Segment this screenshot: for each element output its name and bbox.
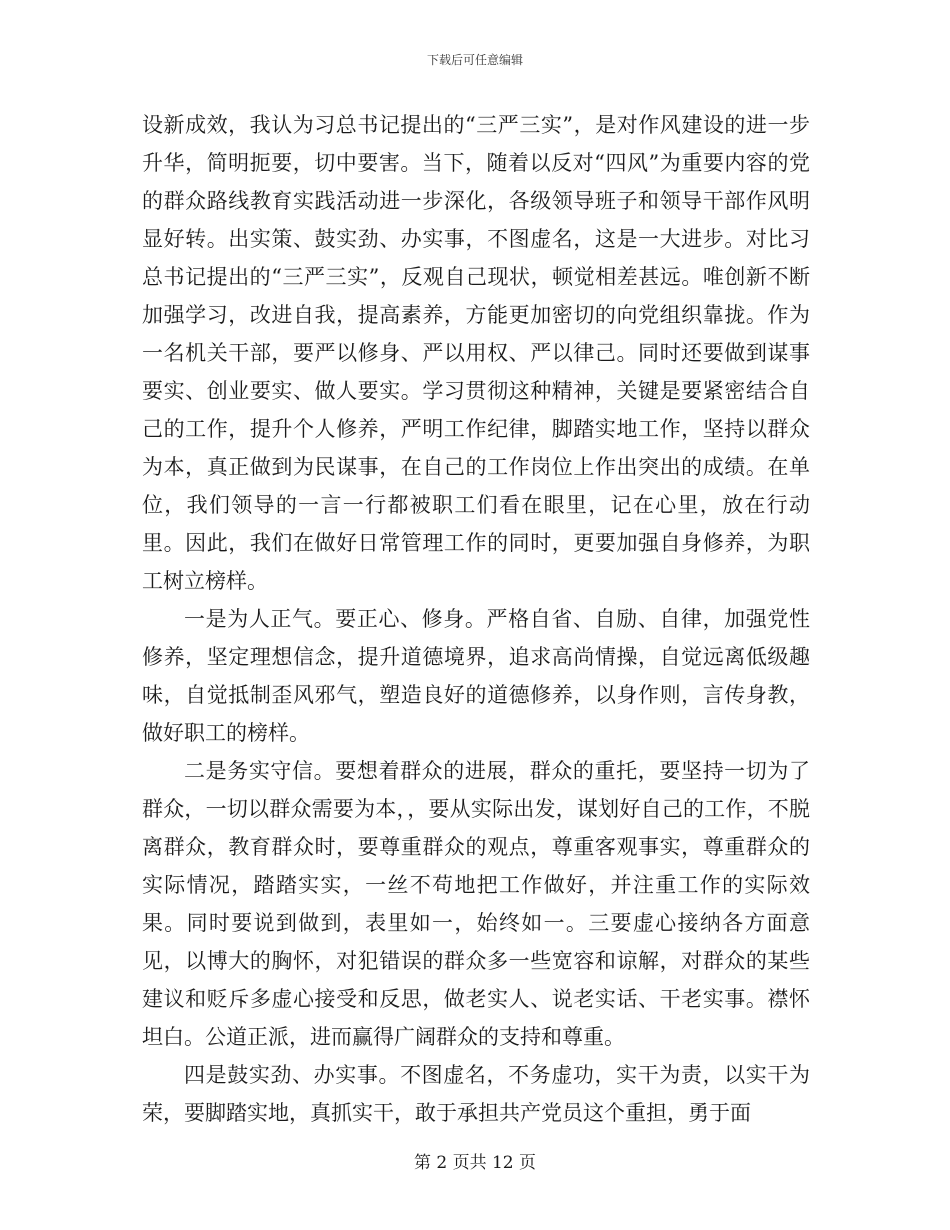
document-body — [142, 106, 810, 1132]
page-footer — [0, 1152, 950, 1174]
paragraph-continued: 设新成效，我认为习总书记提出的“三严三实”，是对作风建设的进一步升华，简明扼要，切中要害。当下，随着以反对“四风”为重要内容的党的群众路线教育实践活动进一步深化，各级领导班子和领导干部作风明显好转。出实策、鼓实劲、办实事，不图虚名，这是一大进步。对比习总书记提出的“三严三实”，反观自己现状，顿觉相差甚远。唯创新不断加强学习，改进自我，提高素养，方能更加密切的向党组织靠拢。作为一名机关干部，要严以修身、严以用权、严以律己。同时还要做到谋事要实、创业要实、做人要实。学习贯彻这种精神，关键是要紧密结合自己的工作，提升个人修养，严明工作纪律，脚踏实地工作，坚持以群众为本，真正做到为民谋事，在自己的工作岗位上作出突出的成绩。在单位，我们领导的一言一行都被职工们看在眼里，记在心里，放在行动里。因此，我们在做好日常管理工作的同时，更要加强自身修养，为职工树立榜样。 — [142, 113, 810, 593]
paragraph-item-four: 四是鼓实劲、办实事。不图虚名，不务虚功，实干为责，以实干为荣，要脚踏实地，真抓实干，敢于承担共产党员这个重担，勇于面 — [142, 1063, 810, 1125]
paragraph-item-two: 二是务实守信。要想着群众的进展，群众的重托，要坚持一切为了群众，一切以群众需要为本，，要从实际出发，谋划好自己的工作，不脱离群众，教育群众时，要尊重群众的观点，尊重客观事实，尊重群众的实际情况，踏踏实实，一丝不苟地把工作做好，并注重工作的实际效果。同时要说到做到，表里如一，始终如一。三要虚心接纳各方面意见，以博大的胸怀，对犯错误的群众多一些宽容和谅解，对群众的某些建议和贬斥多虚心接受和反思，做老实人、说老实话、干老实事。襟怀坦白。公道正派，进而赢得广阔群众的支持和尊重。 — [142, 759, 810, 1049]
header-note: 下载后可任意编辑 — [426, 53, 523, 67]
paragraph-item-one: 一是为人正气。要正心、修身。严格自省、自励、自律，加强党性修养，坚定理想信念，提升道德境界，追求高尚情操，自觉远离低级趣味，自觉抵制歪风邪气，塑造良好的道德修养，以身作则，言传身教，做好职工的榜样。 — [142, 607, 810, 745]
page-number: 第 2 页共 12 页 — [413, 1153, 537, 1173]
page-header — [0, 52, 950, 68]
